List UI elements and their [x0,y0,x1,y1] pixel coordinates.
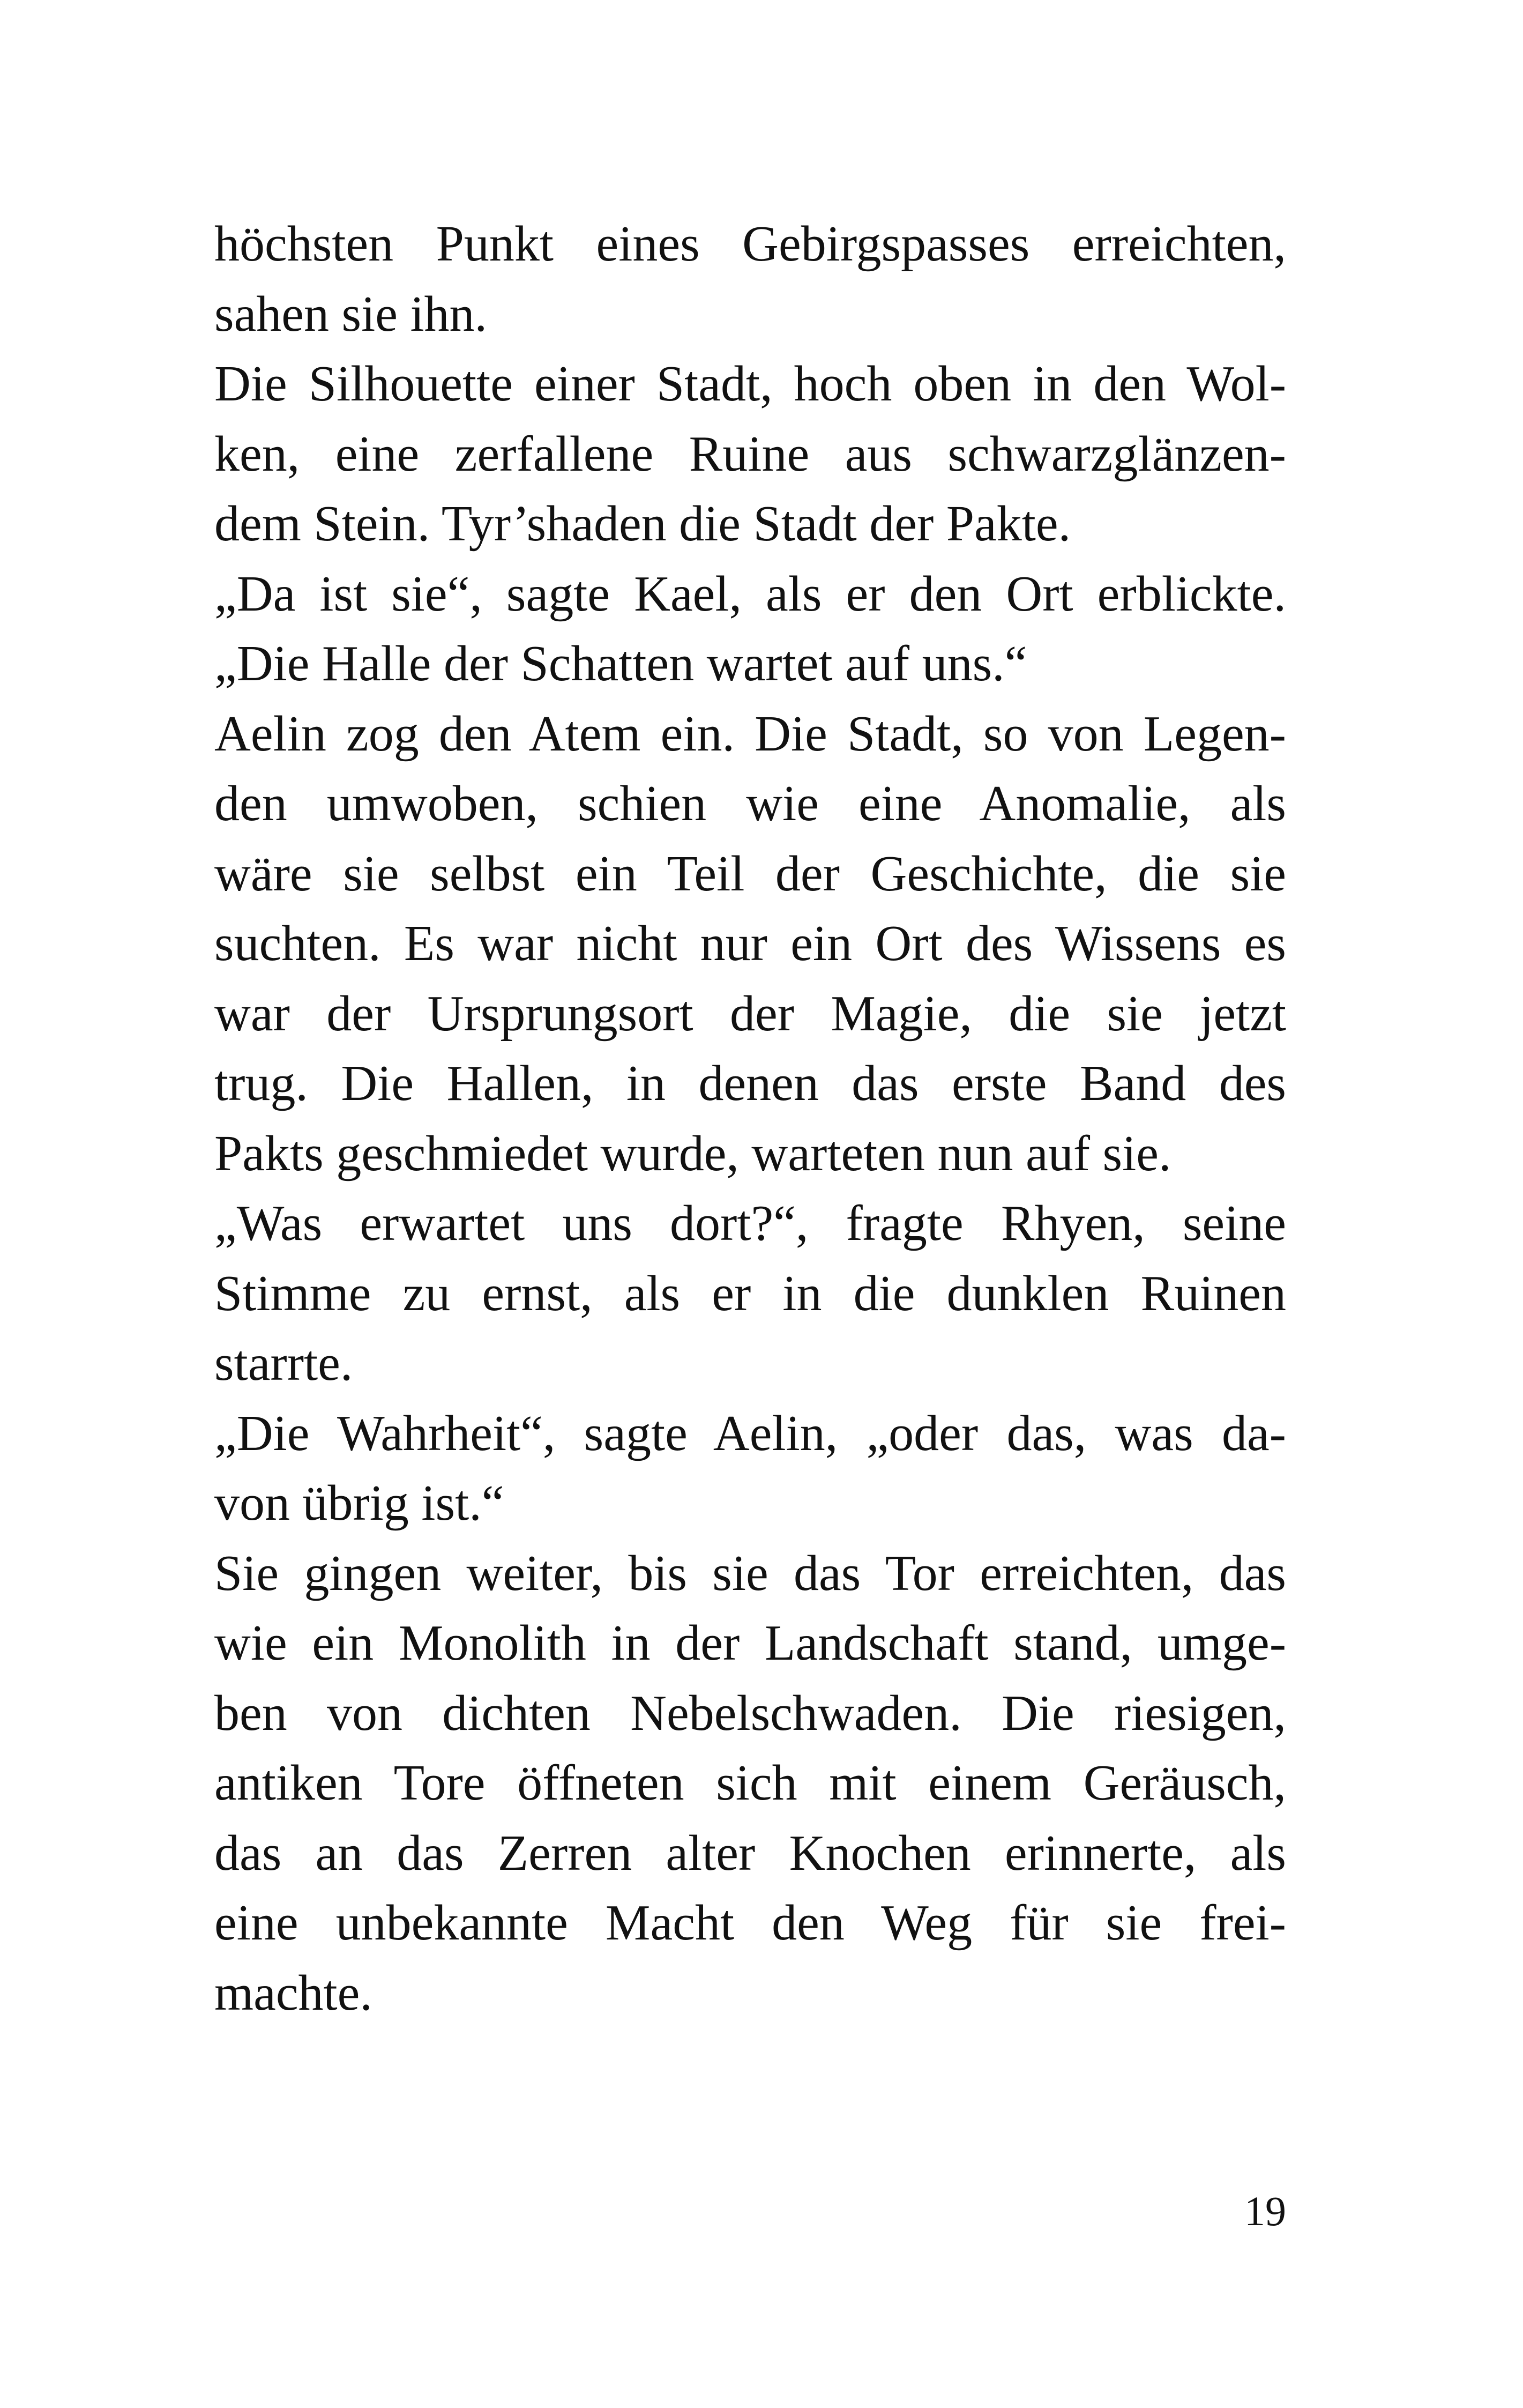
text-line: antiken Tore öffneten sich mit einem Geräusch, [214,1755,1286,1811]
text-line: machte. [214,1965,372,2021]
text-line: sahen sie ihn. [214,286,488,342]
text-line: Stimme zu ernst, als er in die dunklen Ruinen [214,1265,1286,1321]
text-line: den umwoben, schien wie eine Anomalie, als [214,776,1286,831]
text-line: höchsten Punkt eines Gebirgspasses erreichten, [214,216,1286,272]
text-line: ben von dichten Nebelschwaden. Die riesigen, [214,1685,1286,1741]
text-line: starrte. [214,1335,353,1391]
text-line: dem Stein. Tyr’shaden die Stadt der Pakte. [214,496,1071,552]
text-line: Sie gingen weiter, bis sie das Tor erreichten, das [214,1545,1286,1601]
text-line: „Da ist sie“, sagte Kael, als er den Ort erblickte. [214,566,1286,622]
page-number: 19 [1244,2188,1286,2234]
text-line: „Die Halle der Schatten wartet auf uns.“ [214,636,1027,692]
text-line: Die Silhouette einer Stadt, hoch oben in den Wol- [214,356,1286,412]
text-line: wie ein Monolith in der Landschaft stand, umge- [214,1615,1286,1671]
text-line: das an das Zerren alter Knochen erinnerte, als [214,1825,1286,1881]
text-line: Aelin zog den Atem ein. Die Stadt, so von Legen- [214,705,1286,762]
text-line: „Die Wahrheit“, sagte Aelin, „oder das, was da- [214,1405,1286,1461]
text-line: ken, eine zerfallene Ruine aus schwarzglänzen- [214,426,1286,482]
text-line: von übrig ist.“ [214,1475,504,1531]
text-line: trug. Die Hallen, in denen das erste Band des [214,1056,1286,1111]
text-line: wäre sie selbst ein Teil der Geschichte, die sie [214,845,1286,902]
text-line: war der Ursprungsort der Magie, die sie jetzt [214,985,1286,1042]
text-line: „Was erwartet uns dort?“, fragte Rhyen, seine [214,1195,1286,1251]
text-line: eine unbekannte Macht den Weg für sie frei- [214,1895,1286,1951]
text-line: Pakts geschmiedet wurde, warteten nun auf sie. [214,1125,1171,1181]
text-line: suchten. Es war nicht nur ein Ort des Wissens es [214,916,1286,971]
body-text [214,209,1286,2028]
